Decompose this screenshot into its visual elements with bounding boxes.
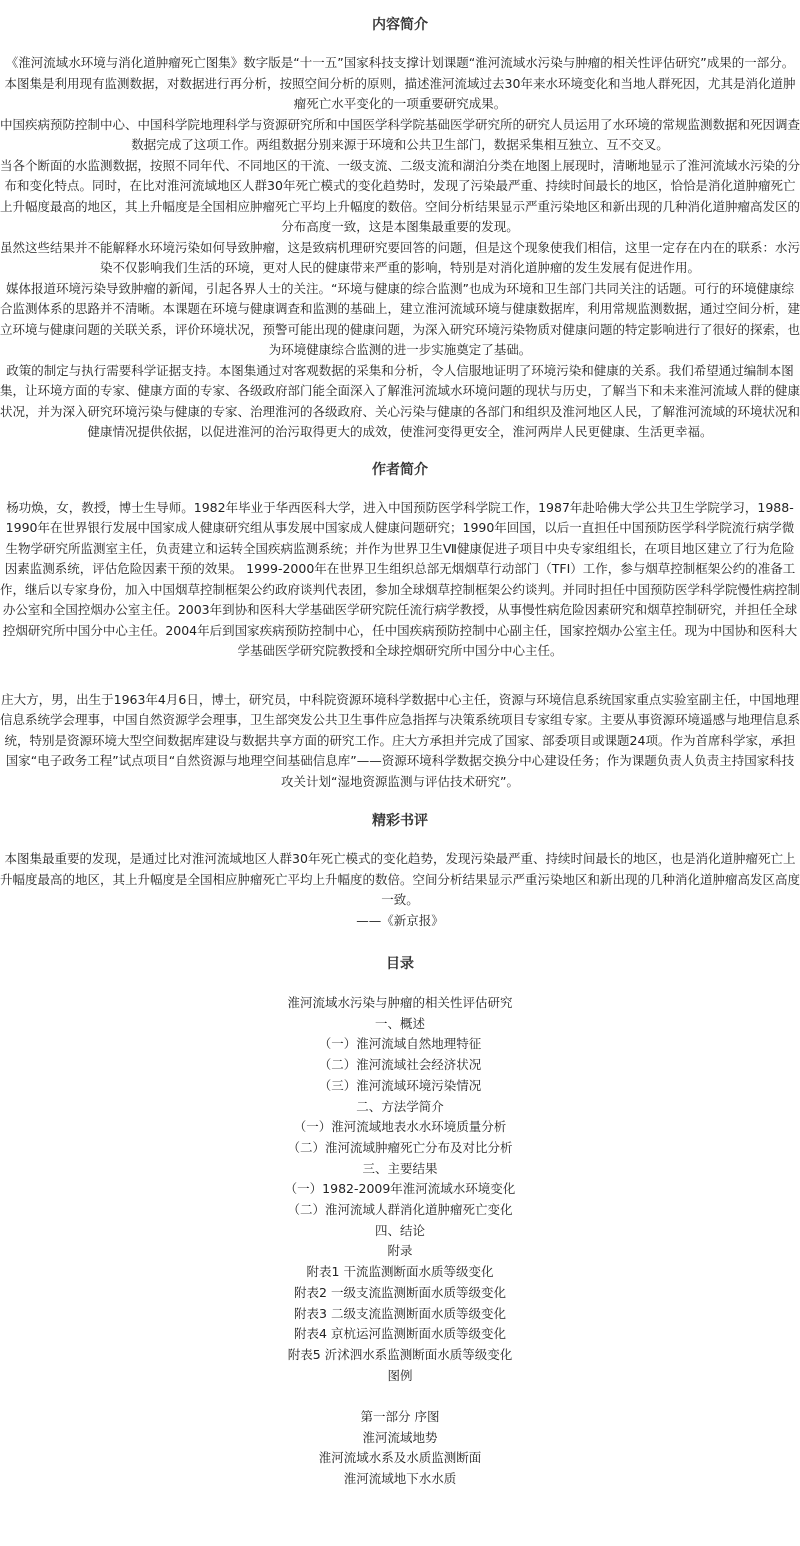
toc-item: 淮河流域地下水水质 <box>343 1471 457 1487</box>
toc-item: 图例 <box>387 1367 413 1383</box>
toc-item: 附表1 干流监测断面水质等级变化 <box>306 1264 494 1280</box>
author-paragraph-yang: 杨功焕，女，教授，博士生导师。1982年毕业于华西医科大学，进入中国预防医学科学院工作，1987年赴哈佛大学公共卫生学院学习，1988-1990年在世界银行发展中国家成人健康研究组从事发展中国家成人健康问题研究；1990年回国，以后一直担任中国预防医学科学院流行病学微生物学研究所监测室主任，负责建立和运转全国疾病监测系统；并作为世界卫生Ⅶ健康促进子项目中央专家组组长，在项目地区建立了行为危险因素监测系统，评估危险因素干预的效果。 1999-2000年在世界卫生组织总部无烟烟草行动部门（TFI）工作，参与烟草控制框架公约的准备工作，继后以专家身份，加入中国烟草控制框架公约政府谈判代表团，参加全球烟草控制框架公约谈判。并同时担任中国预防医学科学院慢性病控制办公室和全国控烟办公室主任。2003年到协和医科大学基础医学研究院任流行病学教授，从事慢性病危险因素研究和烟草控制研究，并担任全球控烟研究所中国分中心主任。2004年后到国家疾病预防控制中心，任中国疾病预防控制中心副主任，国家控烟办公室主任。现为中国协和医科大学基础医学研究院教授和全球控烟研究所中国分中心主任。 <box>0 499 800 658</box>
intro-paragraph: 虽然这些结果并不能解释水环境污染如何导致肿瘤，这是致病机理研究要回答的问题，但是这个现象使我们相信，这里一定存在内在的联系：水污染不仅影响我们生活的环境，更对人民的健康带来严重的影响，特别是对消化道肿瘤的发生发展有促进作用。 <box>0 239 800 275</box>
toc-item: 附录 <box>387 1243 413 1259</box>
toc-item: 二、方法学简介 <box>356 1098 444 1114</box>
review-source: ——《新京报》 <box>356 912 444 928</box>
paragraph-spacer <box>0 662 800 690</box>
toc-item: 附表2 一级支流监测断面水质等级变化 <box>294 1284 506 1300</box>
intro-title: 内容简介 <box>372 17 428 33</box>
review-text: 本图集最重要的发现，是通过比对淮河流域地区人群30年死亡模式的变化趋势，发现污染最严重、持续时间最长的地区，也是消化道肿瘤死亡上升幅度最高的地区，其上升幅度是全国相应肿瘤死亡平均上升幅度的数倍。空间分析结果显示严重污染地区和新出现的几种消化道肿瘤高发区高度一致。 <box>0 851 800 907</box>
review-title: 精彩书评 <box>372 813 428 829</box>
intro-paragraph: 《淮河流域水环境与消化道肿瘤死亡图集》数字版是“十一五”国家科技支撑计划课题“淮河流域水污染与肿瘤的相关性评估研究”成果的一部分。本图集是利用现有监测数据，对数据进行再分析，按照空间分析的原则，描述淮河流域过去30年来水环境变化和当地人群死因，尤其是消化道肿瘤死亡水平变化的一项重要研究成果。 <box>4 55 796 111</box>
toc-item: 第一部分 序图 <box>360 1409 440 1425</box>
intro-body <box>0 53 800 443</box>
toc-item: （一）淮河流域地表水水环境质量分析 <box>293 1119 507 1135</box>
toc-item: （三）淮河流域环境污染情况 <box>318 1077 482 1093</box>
toc-item: 四、结论 <box>374 1222 425 1238</box>
toc-item: （二）淮河流域肿瘤死亡分布及对比分析 <box>287 1139 513 1155</box>
toc-item: 淮河流域水系及水质监测断面 <box>318 1450 482 1466</box>
toc-item: 淮河流域水污染与肿瘤的相关性评估研究 <box>287 995 513 1010</box>
toc-item: （二）淮河流域人群消化道肿瘤死亡变化 <box>287 1202 513 1218</box>
toc-item: 一、概述 <box>374 1015 425 1031</box>
toc-item: （二）淮河流域社会经济状况 <box>318 1057 482 1073</box>
intro-paragraph: 政策的制定与执行需要科学证据支持。本图集通过对客观数据的采集和分析，令人信服地证明了环境污染和健康的关系。我们希望通过编制本图集，让环境方面的专家、健康方面的专家、各级政府部门能全面深入了解淮河流域水环境问题的现状与历史，了解当下和未来淮河流域人群的健康状况，并为深入研究环境污染与健康的专家、治理淮河的各级政府、关心污染与健康的各部门和组织及淮河地区人民，了解淮河流域的环境状况和健康情况提供依据，以促进淮河的治污取得更大的成效，使淮河变得更安全，淮河两岸人民更健康、生活更幸福。 <box>0 362 800 439</box>
intro-paragraph: 当各个断面的水监测数据，按照不同年代、不同地区的干流、一级支流、二级支流和湖泊分类在地图上展现时，清晰地显示了淮河流域水污染的分布和变化特点。同时，在比对淮河流域地区人群30年死亡模式的变化趋势时，发现了污染最严重、持续时间最长的地区，恰恰是消化道肿瘤死亡上升幅度最高的地区，其上升幅度是全国相应肿瘤死亡平均上升幅度的数倍。空间分析结果显示严重污染地区和新出现的几种消化道肿瘤高发区的分布高度一致，这是本图集最重要的发现。 <box>0 157 800 234</box>
intro-paragraph: 中国疾病预防控制中心、中国科学院地理科学与资源研究所和中国医学科学院基础医学研究所的研究人员运用了水环境的常规监测数据和死因调查数据完成了这项工作。两组数据分别来源于环境和公共卫生部门，数据采集相互独立、互不交叉。 <box>0 116 800 152</box>
toc-item: 附表5 沂沭泗水系监测断面水质等级变化 <box>287 1346 513 1362</box>
author-paragraph-zhuang: 庄大方，男，出生于1963年4月6日，博士，研究员，中科院资源环境科学数据中心主任，资源与环境信息系统国家重点实验室副主任，中国地理信息系统学会理事，中国自然资源学会理事，卫生部突发公共卫生事件应急指挥与决策系统项目专家组专家。主要从事资源环境遥感与地理信息系统，特别是资源环境大型空间数据库建设与数据共享方面的研究工作。庄大方承担并完成了国家、部委项目或课题24项。作为首席科学家，承担国家“电子政务工程”试点项目“自然资源与地理空间基础信息库”——资源环境科学数据交换分中心建设任务；作为课题负责人负责主持国家科技攻关计划“湿地资源监测与评估技术研究”。 <box>0 691 800 789</box>
review-body <box>0 849 800 931</box>
author-body <box>0 498 800 793</box>
toc-item: 附表4 京杭运河监测断面水质等级变化 <box>294 1326 506 1342</box>
toc-title: 目录 <box>386 956 414 972</box>
toc-list <box>0 993 800 1490</box>
toc-item: （一）1982-2009年淮河流域水环境变化 <box>284 1181 516 1197</box>
toc-item: （一）淮河流域自然地理特征 <box>318 1036 482 1052</box>
intro-section <box>0 0 800 443</box>
author-section <box>0 443 800 793</box>
toc-item: 淮河流域地势 <box>362 1429 438 1445</box>
toc-blank-line <box>0 1386 800 1407</box>
toc-section <box>0 931 800 1490</box>
review-section <box>0 792 800 931</box>
toc-item: 三、主要结果 <box>362 1160 438 1176</box>
author-title: 作者简介 <box>372 461 428 478</box>
intro-paragraph: 媒体报道环境污染导致肿瘤的新闻，引起各界人士的关注。“环境与健康的综合监测”也成为环境和卫生部门共同关注的话题。可行的环境健康综合监测体系的思路并不清晰。本课题在环境与健康调查和监测的基础上，建立淮河流域环境与健康数据库，利用常规监测数据，通过空间分析，建立环境与健康问题的关联关系，评价环境状况，预警可能出现的健康问题，为深入研究环境污染物质对健康问题的特定影响进行了很好的探索，也为环境健康综合监测的进一步实施奠定了基础。 <box>0 280 800 357</box>
toc-item: 附表3 二级支流监测断面水质等级变化 <box>294 1305 506 1321</box>
